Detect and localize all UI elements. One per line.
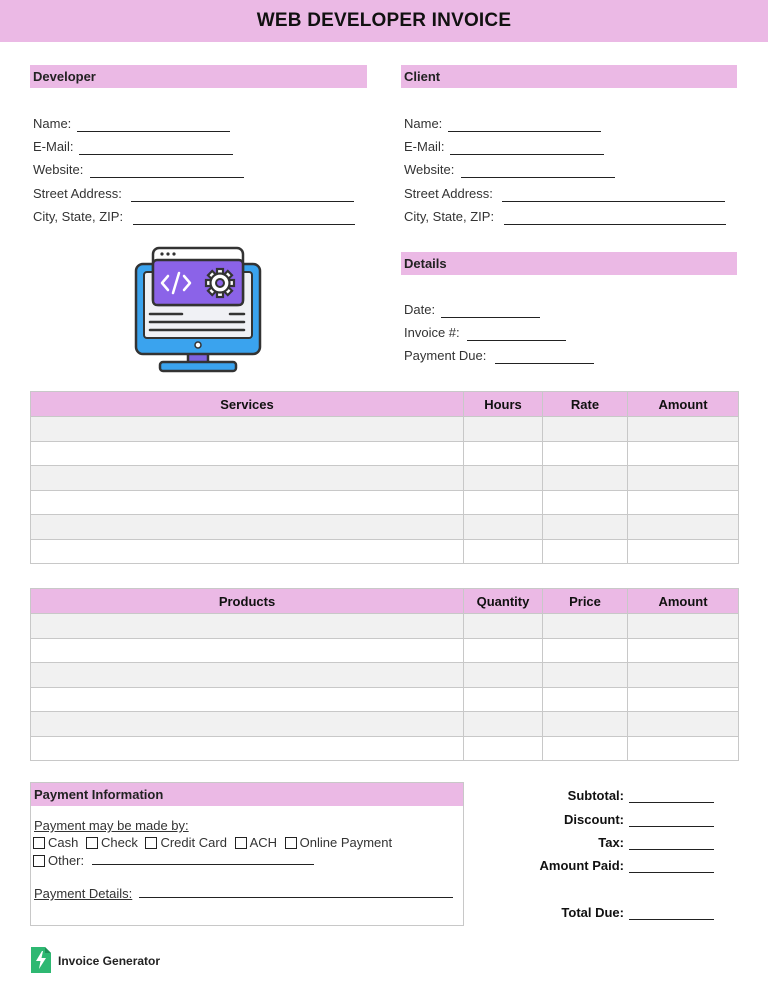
- online-payment-option[interactable]: [285, 835, 393, 850]
- client-heading: Client: [401, 65, 737, 88]
- details-payment-due-field[interactable]: [404, 348, 486, 363]
- table-header-row: [31, 589, 739, 614]
- payment-details-line[interactable]: [139, 897, 453, 898]
- table-row[interactable]: [31, 712, 739, 737]
- amount-paid-line[interactable]: [629, 872, 714, 873]
- services-table: [30, 391, 739, 564]
- client-street-field[interactable]: [404, 186, 493, 201]
- client-city-field[interactable]: [404, 209, 494, 224]
- brand-name: Invoice Generator: [58, 954, 161, 968]
- credit-card-option[interactable]: [145, 835, 226, 850]
- developer-heading: Developer: [30, 65, 367, 88]
- checkbox-icon[interactable]: [86, 837, 98, 849]
- developer-name-field[interactable]: [33, 116, 71, 131]
- payment-information-box: [30, 782, 464, 926]
- payment-information-heading: Payment Information: [31, 783, 463, 806]
- developer-street-field[interactable]: [33, 186, 122, 201]
- payment-details-field[interactable]: [34, 886, 453, 901]
- payment-options: [33, 835, 396, 850]
- price-column-header: Price: [543, 589, 628, 614]
- table-row[interactable]: [31, 490, 739, 515]
- table-row[interactable]: [31, 539, 739, 564]
- table-row[interactable]: [31, 515, 739, 540]
- services-column-header: Services: [31, 392, 464, 417]
- ach-option[interactable]: [235, 835, 277, 850]
- products-table: [30, 588, 739, 761]
- developer-website-field[interactable]: [33, 162, 83, 177]
- field-label: Website:: [404, 162, 455, 177]
- discount-label: Discount:: [564, 812, 624, 827]
- subtotal-line[interactable]: [629, 802, 714, 803]
- option-label: ACH: [249, 835, 278, 850]
- table-row[interactable]: [31, 466, 739, 491]
- amount-column-header: Amount: [628, 392, 739, 417]
- field-label: Website:: [33, 162, 84, 177]
- checkbox-icon[interactable]: [145, 837, 157, 849]
- total-due-line[interactable]: [629, 919, 714, 920]
- tax-line[interactable]: [629, 849, 714, 850]
- field-label: Payment Details:: [34, 886, 133, 901]
- checkbox-icon[interactable]: [235, 837, 247, 849]
- hours-column-header: Hours: [464, 392, 543, 417]
- client-email-field[interactable]: [404, 139, 444, 154]
- payment-may-be-made-by: Payment may be made by:: [34, 818, 189, 833]
- option-label: Cash: [48, 835, 79, 850]
- field-label: E-Mail:: [33, 139, 74, 154]
- details-heading: Details: [401, 252, 737, 275]
- cash-option[interactable]: [33, 835, 78, 850]
- developer-email-field[interactable]: [33, 139, 73, 154]
- option-label: Online Payment: [299, 835, 393, 850]
- field-label: City, State, ZIP:: [33, 209, 124, 224]
- option-label: Credit Card: [160, 835, 227, 850]
- total-due-label: Total Due:: [561, 905, 624, 920]
- table-row[interactable]: [31, 638, 739, 663]
- client-name-field[interactable]: [404, 116, 442, 131]
- field-label: Street Address:: [404, 186, 493, 201]
- client-website-field[interactable]: [404, 162, 454, 177]
- checkbox-icon[interactable]: [285, 837, 297, 849]
- amount-paid-label: Amount Paid:: [539, 858, 624, 873]
- field-label: Invoice #:: [404, 325, 460, 340]
- table-header-row: [31, 392, 739, 417]
- check-option[interactable]: [86, 835, 138, 850]
- subtotal-label: Subtotal:: [567, 788, 624, 803]
- checkbox-icon[interactable]: [33, 837, 45, 849]
- field-label: Payment Due:: [404, 348, 487, 363]
- products-column-header: Products: [31, 589, 464, 614]
- field-label: Name:: [33, 116, 72, 131]
- details-date-field[interactable]: [404, 302, 435, 317]
- tax-label: Tax:: [598, 835, 624, 850]
- field-label: E-Mail:: [404, 139, 445, 154]
- table-row[interactable]: [31, 417, 739, 442]
- details-invoice-number-field[interactable]: [404, 325, 460, 340]
- quantity-column-header: Quantity: [464, 589, 543, 614]
- rate-column-header: Rate: [543, 392, 628, 417]
- field-label: Name:: [404, 116, 443, 131]
- table-row[interactable]: [31, 614, 739, 639]
- table-row[interactable]: [31, 663, 739, 688]
- other-option[interactable]: [33, 853, 314, 868]
- field-label: Street Address:: [33, 186, 122, 201]
- invoice-title: WEB DEVELOPER INVOICE: [0, 0, 768, 42]
- other-input-line[interactable]: [92, 864, 314, 865]
- checkbox-icon[interactable]: [33, 855, 45, 867]
- table-row[interactable]: [31, 441, 739, 466]
- amount-column-header: Amount: [628, 589, 739, 614]
- computer-code-settings-icon: [134, 246, 262, 374]
- table-row[interactable]: [31, 687, 739, 712]
- discount-line[interactable]: [629, 826, 714, 827]
- table-row[interactable]: [31, 736, 739, 761]
- option-label: Other:: [48, 853, 85, 868]
- field-label: Date:: [404, 302, 436, 317]
- lightning-bolt-icon: [31, 947, 51, 973]
- developer-city-field[interactable]: [33, 209, 123, 224]
- field-label: City, State, ZIP:: [404, 209, 495, 224]
- option-label: Check: [100, 835, 138, 850]
